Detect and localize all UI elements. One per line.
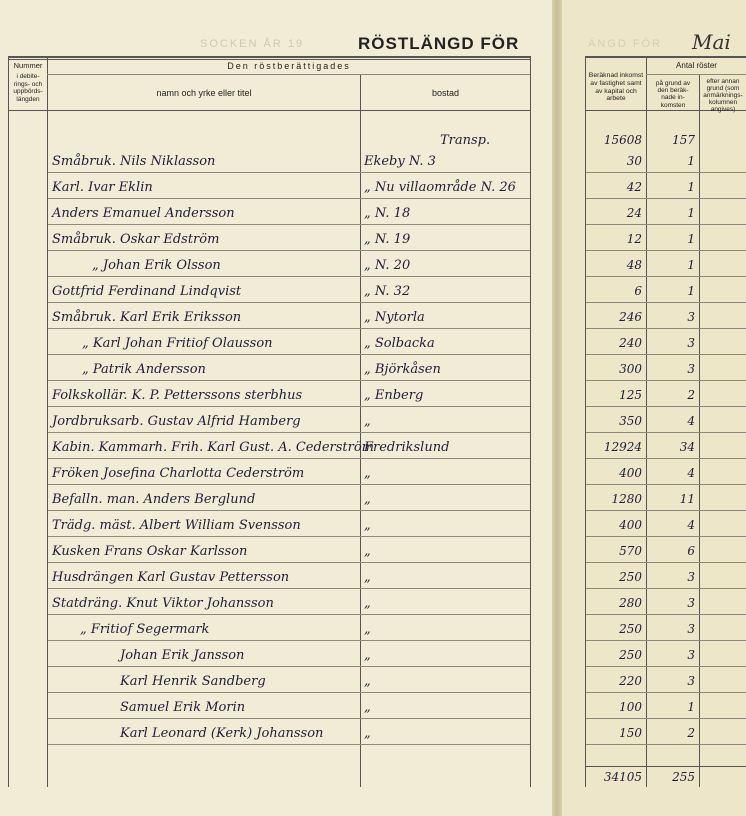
voter-name: Småbruk. Nils Niklasson — [52, 154, 216, 169]
voter-name: Småbruk. Karl Erik Eriksson — [52, 310, 242, 325]
voter-name: Kusken Frans Oskar Karlsson — [52, 544, 248, 559]
right-page-title: Mai — [692, 30, 731, 54]
voter-name: „ Fritiof Segermark — [80, 622, 210, 637]
transport-income: 15608 — [603, 133, 642, 147]
voter-income: 220 — [619, 674, 642, 688]
voter-name: Gottfrid Ferdinand Lindqvist — [52, 284, 242, 299]
voter-votes: 3 — [687, 310, 695, 324]
row-rule — [48, 510, 530, 511]
row-rule-right — [586, 250, 746, 251]
voter-name: „ Johan Erik Olsson — [92, 258, 221, 273]
right-border-left-page — [530, 57, 531, 787]
voter-income: 280 — [619, 596, 642, 610]
row-rule — [48, 588, 530, 589]
votes-income-header: på grund av den beräk- nade in- komsten — [655, 80, 691, 109]
voter-income: 12924 — [603, 440, 642, 454]
voter-address: „ — [364, 648, 371, 663]
row-rule-right — [586, 406, 746, 407]
row-rule-right — [586, 588, 746, 589]
voter-name: Folkskollär. K. P. Petterssons sterbhus — [52, 388, 303, 403]
voter-name: Trädg. mäst. Albert William Svensson — [52, 518, 301, 533]
row-rule-right — [586, 224, 746, 225]
row-rule — [48, 718, 530, 719]
bleed-through-text-right: ÄNGD FÖR — [588, 38, 663, 50]
voter-income: 1280 — [611, 492, 642, 506]
row-rule — [48, 172, 530, 173]
voter-income: 240 — [619, 336, 642, 350]
voter-votes: 3 — [687, 674, 695, 688]
row-rule-right — [586, 458, 746, 459]
voter-name: Jordbruksarb. Gustav Alfrid Hamberg — [52, 414, 301, 429]
voter-votes: 3 — [687, 622, 695, 636]
voter-address: „ — [364, 414, 371, 429]
votes-other-header: efter annan grund (som anmärknings- kolumnen angives) — [703, 78, 743, 113]
book-gutter — [552, 0, 562, 816]
income-column-header: Beräknad inkomst av fastighet samt av kapital och arbete — [588, 72, 644, 103]
address-column-header: bostad — [431, 88, 460, 98]
row-rule-right — [586, 432, 746, 433]
row-rule — [48, 458, 530, 459]
voter-name: Småbruk. Oskar Edström — [52, 232, 220, 247]
row-rule-right — [586, 380, 746, 381]
row-rule — [48, 614, 530, 615]
name-column-header: namn och yrke eller titel — [156, 88, 252, 98]
voter-votes: 3 — [687, 570, 695, 584]
transport-label: Transp. — [440, 133, 491, 148]
row-rule — [48, 562, 530, 563]
name-col-rule — [360, 74, 361, 787]
voter-votes: 1 — [687, 258, 695, 272]
voter-income: 100 — [619, 700, 642, 714]
left-border — [8, 57, 9, 787]
voter-income: 350 — [619, 414, 642, 428]
voter-address: „ — [364, 700, 371, 715]
voter-income: 246 — [619, 310, 642, 324]
row-rule — [48, 666, 530, 667]
voter-address: „ Björkåsen — [364, 362, 441, 377]
voter-income: 30 — [626, 154, 642, 168]
row-rule — [48, 224, 530, 225]
voter-name: „ Patrik Andersson — [82, 362, 206, 377]
voter-votes: 2 — [687, 726, 695, 740]
votes-col-rule — [699, 74, 700, 787]
row-rule-right — [586, 640, 746, 641]
voter-votes: 1 — [687, 700, 695, 714]
voter-income: 24 — [626, 206, 642, 220]
row-rule — [48, 406, 530, 407]
voter-votes: 3 — [687, 362, 695, 376]
totals-rule — [585, 766, 746, 767]
voter-name: Fröken Josefina Charlotta Cederström — [52, 466, 305, 481]
voter-votes: 1 — [687, 206, 695, 220]
row-rule-right — [586, 172, 746, 173]
row-rule-right — [586, 354, 746, 355]
voter-income: 125 — [619, 388, 642, 402]
voter-name: Johan Erik Jansson — [120, 648, 245, 663]
voter-name: Karl. Ivar Eklin — [52, 180, 153, 195]
voter-income: 250 — [619, 570, 642, 584]
voter-name: Anders Emanuel Andersson — [52, 206, 235, 221]
table-top-rule — [8, 56, 531, 58]
voter-votes: 2 — [687, 388, 695, 402]
voter-votes: 1 — [687, 180, 695, 194]
row-rule-right — [586, 536, 746, 537]
row-rule-right — [586, 276, 746, 277]
row-rule — [48, 536, 530, 537]
row-rule — [48, 640, 530, 641]
bleed-through-text-left: SOCKEN ÅR 19 — [200, 38, 305, 50]
voter-votes: 4 — [687, 414, 695, 428]
voter-votes: 4 — [687, 518, 695, 532]
voter-address: „ — [364, 622, 371, 637]
voter-name: Karl Henrik Sandberg — [120, 674, 266, 689]
voter-address: „ Enberg — [364, 388, 424, 403]
nummer-col-rule — [47, 57, 48, 787]
row-rule — [48, 354, 530, 355]
voter-votes: 1 — [687, 232, 695, 246]
header-bottom-rule — [8, 110, 531, 111]
voter-address: „ Nytorla — [364, 310, 425, 325]
row-rule-right — [586, 744, 746, 745]
voter-votes: 3 — [687, 648, 695, 662]
row-rule-right — [586, 302, 746, 303]
row-rule-right — [586, 614, 746, 615]
voter-address: „ — [364, 544, 371, 559]
voter-name: Befalln. man. Anders Berglund — [52, 492, 256, 507]
row-rule-right — [586, 692, 746, 693]
row-rule — [48, 380, 530, 381]
voter-address: „ N. 32 — [364, 284, 411, 299]
voter-address: „ — [364, 492, 371, 507]
row-rule — [48, 328, 530, 329]
row-rule — [48, 692, 530, 693]
row-rule-right — [586, 484, 746, 485]
row-rule — [48, 484, 530, 485]
voter-name: Statdräng. Knut Viktor Johansson — [52, 596, 274, 611]
voter-address: Fredrikslund — [364, 440, 450, 455]
row-rule — [48, 276, 530, 277]
voter-income: 400 — [619, 466, 642, 480]
row-rule-right — [586, 198, 746, 199]
nummer-subheader: i debite- rings- och uppbörds- längden — [13, 73, 43, 103]
voter-income: 300 — [619, 362, 642, 376]
voter-votes: 3 — [687, 336, 695, 350]
subheader-rule — [47, 74, 530, 75]
voter-votes: 6 — [687, 544, 695, 558]
voter-votes: 3 — [687, 596, 695, 610]
voter-income: 48 — [626, 258, 642, 272]
row-rule-right — [586, 666, 746, 667]
voter-income: 6 — [634, 284, 642, 298]
row-rule — [48, 198, 530, 199]
transport-votes: 157 — [672, 133, 695, 147]
right-top-rule — [585, 56, 746, 58]
voter-name: Karl Leonard (Kerk) Johansson — [120, 726, 324, 741]
voter-income: 400 — [619, 518, 642, 532]
page-title: RÖSTLÄNGD FÖR — [358, 34, 520, 53]
voter-name: Samuel Erik Morin — [120, 700, 246, 715]
voter-name: „ Karl Johan Fritiof Olausson — [82, 336, 273, 351]
row-rule-right — [586, 718, 746, 719]
voter-name: Kabin. Kammarh. Frih. Karl Gust. A. Cederström — [52, 440, 374, 455]
votes-group-header: Antal röster — [676, 61, 717, 70]
voter-address: „ N. 20 — [364, 258, 411, 273]
row-rule-right — [586, 562, 746, 563]
row-rule — [48, 250, 530, 251]
row-rule — [48, 432, 530, 433]
voter-income: 42 — [626, 180, 642, 194]
group-header: Den röstberättigades — [227, 61, 351, 71]
voter-votes: 4 — [687, 466, 695, 480]
voter-address: „ — [364, 466, 371, 481]
voter-address: Ekeby N. 3 — [364, 154, 436, 169]
total-income: 34105 — [603, 770, 642, 784]
voter-address: „ — [364, 674, 371, 689]
voter-income: 12 — [626, 232, 642, 246]
voter-address: „ — [364, 518, 371, 533]
voter-address: „ — [364, 596, 371, 611]
voter-votes: 34 — [679, 440, 695, 454]
voter-votes: 11 — [679, 492, 695, 506]
voter-address: „ — [364, 570, 371, 585]
voter-address: „ Solbacka — [364, 336, 435, 351]
row-rule — [48, 302, 530, 303]
voter-income: 250 — [619, 648, 642, 662]
row-rule-right — [586, 328, 746, 329]
voter-votes: 1 — [687, 284, 695, 298]
voter-name: Husdrängen Karl Gustav Pettersson — [52, 570, 290, 585]
voter-address: „ N. 19 — [364, 232, 411, 247]
voter-income: 570 — [619, 544, 642, 558]
voter-votes: 1 — [687, 154, 695, 168]
voter-address: „ Nu villaområde N. 26 — [364, 180, 516, 195]
votes-subheader-rule — [646, 74, 746, 75]
total-votes: 255 — [672, 770, 695, 784]
row-rule-right — [586, 510, 746, 511]
right-page — [562, 0, 746, 816]
voter-income: 150 — [619, 726, 642, 740]
row-rule — [48, 744, 530, 745]
voter-income: 250 — [619, 622, 642, 636]
table-top-rule-2 — [8, 59, 531, 60]
voter-address: „ — [364, 726, 371, 741]
voter-address: „ N. 18 — [364, 206, 411, 221]
nummer-header: Nummer — [13, 61, 43, 70]
